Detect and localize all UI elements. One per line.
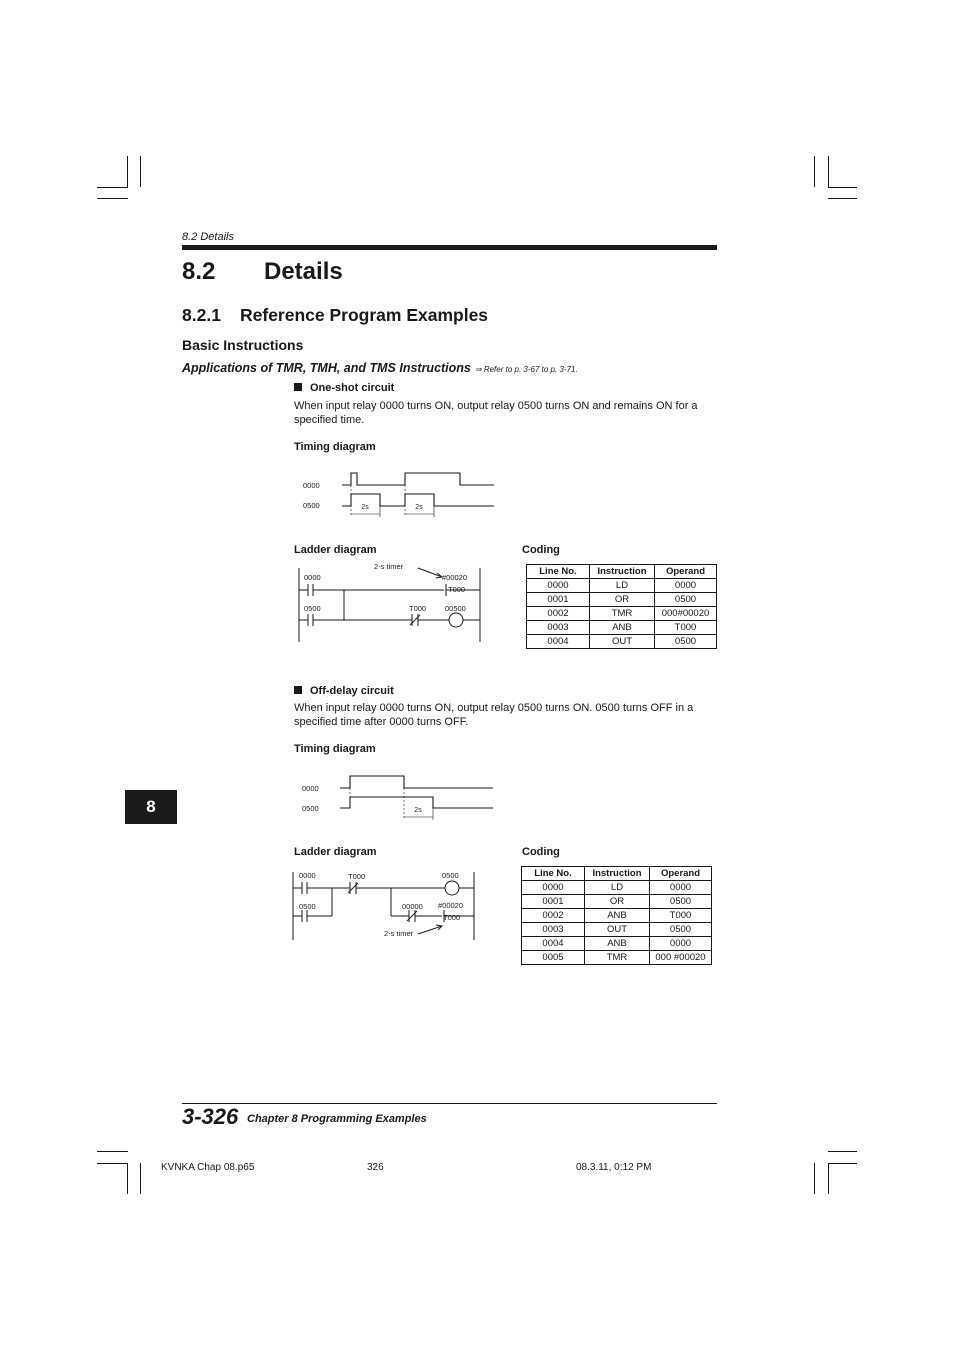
output-coil [449,613,463,627]
timing-waveform-0000 [342,473,494,485]
timing-signal-label: 0500 [303,501,320,510]
one-shot-coding-table [526,564,717,649]
reference-text: Refer to p. 3-67 to p. 3-71. [483,365,578,374]
ladder-label: #00020 [438,901,464,910]
table-cell: 0500 [655,635,717,649]
off-delay-coding-label: Coding [522,846,560,858]
timing-signal-label: 0000 [303,481,320,490]
table-cell: 0004 [527,635,590,649]
table-cell: ANB [590,621,655,635]
timing-waveform-0000 [340,776,493,788]
reference-arrow-icon: ⇒ [474,365,482,374]
table-cell: TMR [585,951,650,965]
ladder-label: T000 [409,604,427,613]
square-bullet-icon [294,686,302,694]
table-row [527,607,717,621]
one-shot-heading [294,382,394,394]
ladder-label: 0500 [442,871,459,880]
timing-signal-label: 0000 [302,784,319,793]
topic-title: Applications of TMR, TMH, and TMS Instructions [182,361,471,375]
table-cell: 0000 [655,579,717,593]
duration-label: 2s [414,807,422,814]
table-cell: OUT [585,923,650,937]
slug-page: 326 [367,1162,384,1173]
one-shot-title: One-shot circuit [310,382,395,394]
table-row [522,881,712,895]
chapter-tab: 8 [125,790,177,824]
ladder-label: 00000 [402,902,423,911]
running-header: 8.2 Details [182,231,234,243]
one-shot-timing-label: Timing diagram [294,441,376,453]
footer-rule [182,1103,717,1104]
ladder-label: T000 [443,913,461,922]
table-cell: T000 [650,909,712,923]
table-header-cell: Line No. [527,565,590,579]
table-cell: T000 [655,621,717,635]
table-cell: 0000 [650,881,712,895]
slug-file: KVNKA Chap 08.p65 [161,1162,255,1173]
ladder-label: 0000 [304,573,321,582]
ladder-label: #00020 [442,573,468,582]
table-row [522,937,712,951]
output-coil [445,881,459,895]
ladder-label: 2-s timer [384,929,414,938]
table-row [522,895,712,909]
table-cell: 0500 [655,593,717,607]
table-row [522,923,712,937]
section-number: 8.2 [182,258,216,285]
off-delay-title: Off-delay circuit [310,685,394,697]
table-header-cell: Line No. [522,867,585,881]
off-delay-timing-diagram [294,768,504,826]
basic-instructions-heading: Basic Instructions [182,337,304,353]
table-cell: 0000 [522,881,585,895]
page-number: 3-326 [182,1104,239,1129]
table-cell: 0003 [527,621,590,635]
table-header-cell: Instruction [585,867,650,881]
table-cell: 000#00020 [655,607,717,621]
ladder-label: 00500 [445,604,466,613]
topic-heading [182,361,578,375]
table-row [527,579,717,593]
one-shot-timing-diagram [294,465,504,525]
table-header-cell: Operand [655,565,717,579]
table-cell: 0002 [527,607,590,621]
reference-note [475,365,578,374]
table-header-row [522,867,712,881]
section-heading [182,258,343,286]
off-delay-heading [294,685,394,697]
table-cell: OR [585,895,650,909]
note-arrow [418,568,442,577]
table-cell: 0001 [522,895,585,909]
table-cell: 0001 [527,593,590,607]
ladder-label: 2-s timer [374,562,404,571]
table-row [527,621,717,635]
one-shot-coding-label: Coding [522,544,560,556]
subsection-title: Reference Program Examples [240,305,489,325]
table-cell: LD [590,579,655,593]
duration-label: 2s [415,504,423,511]
table-cell: 0003 [522,923,585,937]
off-delay-description: When input relay 0000 turns ON, output relay 0500 turns ON. 0500 turns OFF in a specified time after 0000 turns OFF. [294,702,694,728]
off-delay-coding-table [521,866,712,965]
table-cell: TMR [590,607,655,621]
table-cell: 0000 [527,579,590,593]
chapter-footer: Chapter 8 Programming Examples [247,1113,427,1125]
table-header-cell: Operand [650,867,712,881]
section-title: Details [264,258,343,285]
table-row [522,951,712,965]
off-delay-ladder-label: Ladder diagram [294,846,377,858]
slug-date: 08.3.11, 0:12 PM [576,1162,652,1173]
table-cell: 0000 [650,937,712,951]
one-shot-description: When input relay 0000 turns ON, output relay 0500 turns ON and remains ON for a specified time. [294,400,698,426]
one-shot-ladder-label: Ladder diagram [294,544,377,556]
ladder-label: T000 [448,585,466,594]
table-cell: 0002 [522,909,585,923]
header-rule [182,245,717,250]
table-cell: 0500 [650,895,712,909]
table-row [527,593,717,607]
table-cell: OUT [590,635,655,649]
table-cell: ANB [585,937,650,951]
table-cell: 0005 [522,951,585,965]
off-delay-ladder-diagram [288,866,488,944]
subsection-number: 8.2.1 [182,305,221,325]
table-cell: OR [590,593,655,607]
subsection-heading [182,305,488,326]
table-cell: LD [585,881,650,895]
square-bullet-icon [294,383,302,391]
table-cell: ANB [585,909,650,923]
ladder-label: T000 [348,872,366,881]
off-delay-timing-label: Timing diagram [294,743,376,755]
ladder-label: 0500 [299,902,316,911]
timing-signal-label: 0500 [302,804,319,813]
one-shot-ladder-diagram [294,558,494,648]
ladder-label: 0000 [299,871,316,880]
table-row [527,635,717,649]
table-header-cell: Instruction [590,565,655,579]
table-row [522,909,712,923]
table-header-row [527,565,717,579]
table-cell: 0004 [522,937,585,951]
table-cell: 000 #00020 [650,951,712,965]
ladder-label: 0500 [304,604,321,613]
table-cell: 0500 [650,923,712,937]
duration-label: 2s [361,504,369,511]
